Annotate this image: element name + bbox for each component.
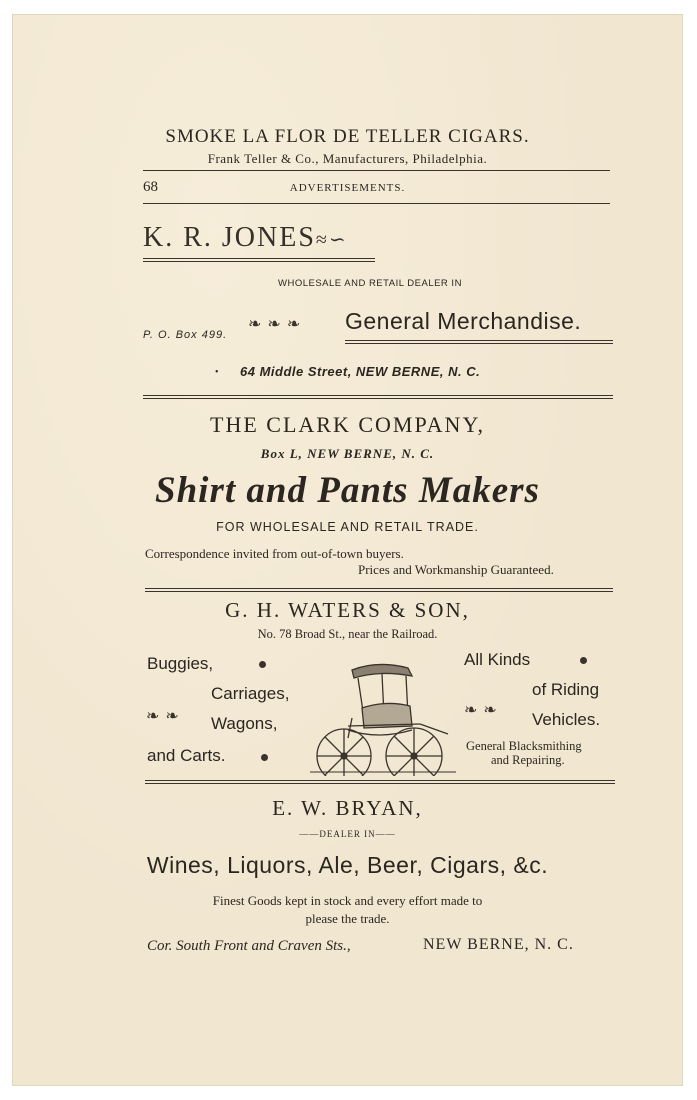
leaf-ornament-icon: ❧❧❧ — [248, 316, 307, 333]
bryan-name: E. W. BRYAN, — [272, 796, 423, 820]
jones-product: General Merchandise. — [345, 308, 582, 334]
waters-service-2: and Repairing. — [491, 753, 565, 767]
bryan-dealer-row — [12, 829, 683, 839]
dealer-dash-icon: —— — [375, 829, 396, 839]
jones-underline-2 — [143, 261, 375, 262]
waters-right-item: Vehicles. — [532, 710, 601, 729]
waters-right-item: All Kinds — [464, 650, 531, 669]
bullet-icon — [261, 754, 268, 761]
waters-left-item: Buggies, — [147, 654, 214, 673]
bryan-corner: Cor. South Front and Craven Sts., — [147, 938, 351, 954]
waters-address: No. 78 Broad St., near the Railroad. — [257, 627, 438, 641]
jones-address: 64 Middle Street, NEW BERNE, N. C. — [240, 364, 481, 379]
bryan-products: Wines, Liquors, Ale, Beer, Cigars, &c. — [146, 852, 549, 878]
bryan-note-2: please the trade. — [305, 911, 390, 926]
waters-name: G. H. WATERS & SON, — [225, 598, 470, 622]
divider-3 — [145, 780, 615, 784]
document-page — [12, 14, 683, 1086]
jones-underline — [143, 258, 375, 259]
waters-left-item: Wagons, — [211, 714, 278, 733]
waters-left-item: and Carts. — [147, 746, 226, 765]
bullet-icon — [259, 661, 266, 668]
bryan-dealer: DEALER IN — [319, 829, 376, 839]
waters-left-item: Carriages, — [211, 684, 290, 703]
header-rule-bottom — [143, 203, 610, 204]
clark-note-2: Prices and Workmanship Guaranteed. — [358, 562, 554, 577]
jones-product-rule-2 — [345, 343, 613, 344]
buggy-illustration — [308, 648, 458, 776]
cigar-headline: SMOKE LA FLOR DE TELLER CIGARS. — [165, 126, 530, 147]
clark-headline: Shirt and Pants Makers — [155, 470, 540, 511]
section-title: ADVERTISEMENTS. — [289, 182, 406, 194]
page-number: 68 — [143, 179, 158, 195]
flourish-icon: ≈∽ — [315, 229, 348, 251]
divider-1 — [143, 395, 613, 399]
waters-service-1: General Blacksmithing — [466, 739, 582, 753]
bryan-note-1: Finest Goods kept in stock and every effort made to — [212, 893, 483, 908]
leaf-ornament-icon: ❧❧ — [146, 708, 185, 725]
clark-box: Box L, NEW BERNE, N. C. — [260, 446, 435, 461]
cigar-subline: Frank Teller & Co., Manufacturers, Philadelphia. — [207, 151, 488, 166]
clark-note-1: Correspondence invited from out-of-town buyers. — [145, 546, 404, 561]
jones-tagline: WHOLESALE AND RETAIL DEALER IN — [278, 278, 462, 289]
jones-name — [143, 222, 348, 254]
bryan-city: NEW BERNE, N. C. — [423, 936, 574, 953]
jones-po-box: P. O. Box 499. — [143, 329, 228, 341]
divider-2 — [145, 588, 613, 592]
jones-product-rule — [345, 340, 613, 341]
bullet-icon — [580, 657, 587, 664]
dealer-dash-icon: —— — [299, 829, 320, 839]
clark-trade: FOR WHOLESALE AND RETAIL TRADE. — [216, 520, 479, 534]
header-rule-top — [143, 170, 610, 171]
waters-right-item: of Riding — [532, 680, 600, 699]
leaf-ornament-icon: ❧❧ — [464, 702, 503, 719]
jones-name-text: K. R. JONES — [143, 222, 316, 253]
clark-name: THE CLARK COMPANY, — [210, 412, 485, 437]
dot-icon: • — [215, 367, 219, 378]
